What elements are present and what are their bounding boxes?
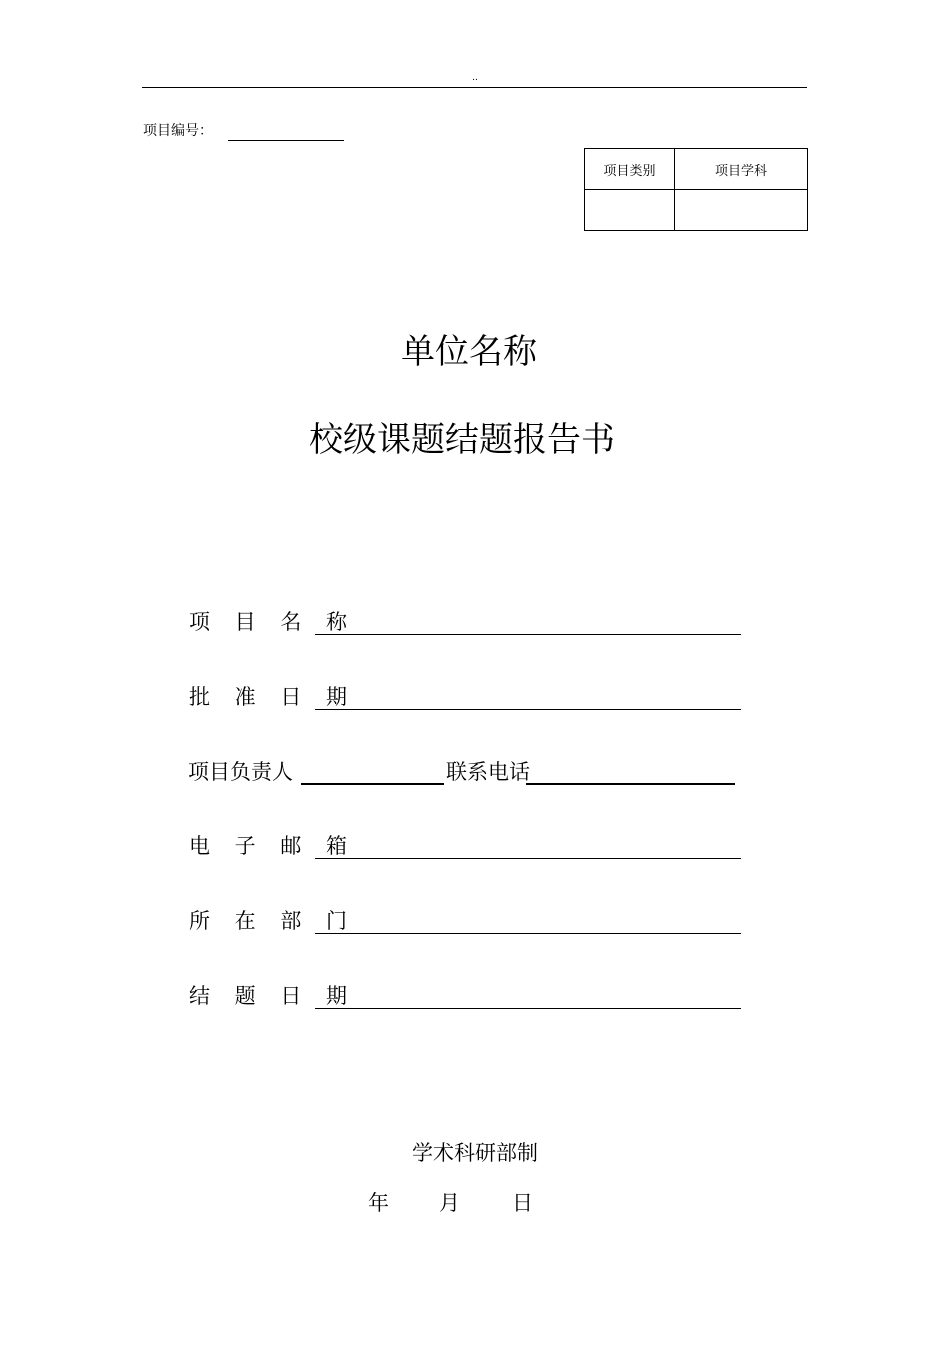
report-title: 校级课题结题报告书	[309, 420, 615, 460]
day-label: 日	[512, 1191, 533, 1215]
project-name-field[interactable]	[315, 634, 741, 635]
department-field[interactable]	[315, 933, 741, 934]
approval-date-label: 批 准 日 期	[189, 685, 357, 709]
category-header: 项目类别	[585, 149, 675, 190]
issuer-label: 学术科研部制	[412, 1141, 538, 1165]
email-field[interactable]	[315, 858, 741, 859]
project-info-table	[584, 148, 808, 231]
email-label: 电 子 邮 箱	[189, 834, 357, 858]
org-title: 单位名称	[401, 332, 537, 372]
completion-date-label: 结 题 日 期	[189, 984, 357, 1008]
leader-label: 项目负责人	[188, 760, 293, 784]
year-label: 年	[368, 1191, 389, 1215]
department-label: 所 在 部 门	[189, 909, 357, 933]
month-label: 月	[439, 1191, 460, 1215]
header-mark: ..	[472, 73, 478, 83]
project-number-label: 项目编号：	[143, 123, 213, 139]
discipline-cell[interactable]	[675, 190, 808, 231]
project-name-label: 项 目 名 称	[189, 610, 357, 634]
project-number-field[interactable]	[228, 140, 344, 141]
approval-date-field[interactable]	[315, 709, 741, 710]
phone-label: 联系电话	[446, 760, 530, 784]
phone-field[interactable]	[526, 783, 735, 785]
leader-field[interactable]	[301, 783, 444, 785]
discipline-header: 项目学科	[675, 149, 808, 190]
category-cell[interactable]	[585, 190, 675, 231]
completion-date-field[interactable]	[315, 1008, 741, 1009]
header-rule	[142, 87, 807, 88]
